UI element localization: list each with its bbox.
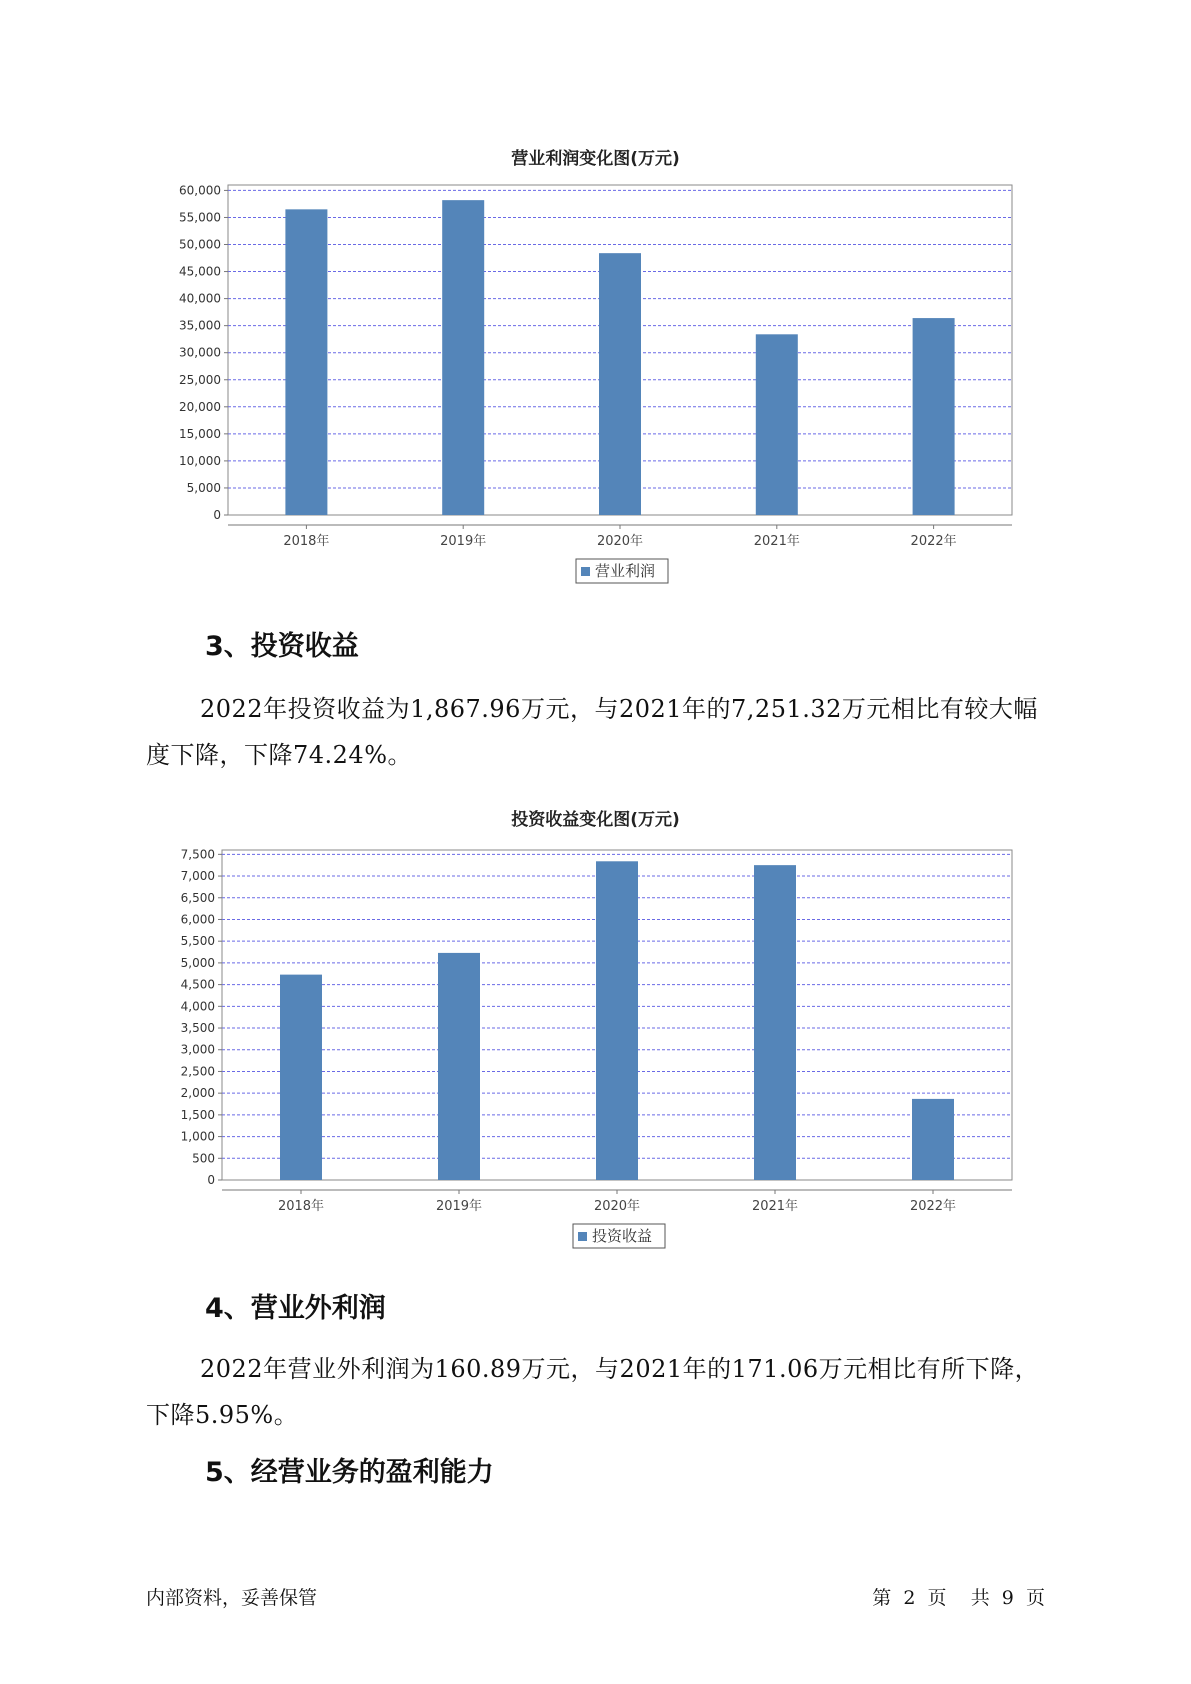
y-tick-label: 15,000 (179, 426, 221, 441)
legend-label: 营业利润 (595, 562, 656, 580)
y-tick-label: 6,500 (180, 890, 215, 905)
bar (280, 975, 322, 1180)
y-tick-label: 30,000 (179, 345, 221, 360)
x-tick-label: 2021年 (753, 534, 800, 549)
x-tick-label: 2022年 (909, 1199, 957, 1214)
chart-title-investment-income: 投资收益变化图(万元) (511, 810, 680, 830)
y-tick-label: 40,000 (179, 291, 221, 306)
y-tick-label: 7,000 (180, 869, 215, 884)
y-tick-label: 1,000 (180, 1129, 215, 1144)
y-tick-label: 7,500 (180, 847, 215, 862)
y-tick-label: 35,000 (179, 318, 221, 333)
investment-income-chart (0, 830, 1191, 1260)
bar (285, 209, 327, 515)
x-tick-label: 2018年 (283, 534, 330, 549)
chart-title-operating-profit: 营业利润变化图(万元) (511, 149, 680, 169)
bar (913, 318, 955, 515)
section-5-heading: 5、经营业务的盈利能力 (205, 1457, 494, 1488)
y-tick-label: 4,000 (180, 999, 215, 1014)
page-mid: 页 (927, 1587, 947, 1609)
section-4-paragraph: 2022年营业外利润为160.89万元，与2021年的171.06万元相比有所下降，下降5.95%。 (146, 1355, 1040, 1429)
x-tick-label: 2022年 (910, 534, 957, 549)
legend-swatch (578, 1232, 587, 1241)
y-tick-label: 2,000 (180, 1086, 215, 1101)
x-tick-label: 2020年 (596, 534, 644, 549)
x-tick-label: 2021年 (751, 1199, 799, 1214)
y-tick-label: 20,000 (179, 399, 221, 414)
footer-page-number (872, 1583, 1045, 1610)
bar (438, 953, 480, 1180)
bar (756, 334, 798, 515)
bar (596, 861, 638, 1180)
y-tick-label: 10,000 (179, 453, 221, 468)
operating-profit-chart (0, 170, 1191, 590)
y-tick-label: 1,500 (180, 1107, 215, 1122)
y-tick-label: 6,000 (180, 912, 215, 927)
total-suffix: 页 (1025, 1587, 1045, 1609)
y-tick-label: 25,000 (179, 372, 221, 387)
y-tick-label: 60,000 (179, 183, 221, 198)
y-tick-label: 0 (213, 508, 221, 522)
y-tick-label: 0 (207, 1173, 215, 1187)
y-tick-label: 500 (192, 1151, 215, 1166)
y-tick-label: 45,000 (179, 264, 221, 279)
y-tick-label: 50,000 (179, 237, 221, 252)
y-tick-label: 5,500 (180, 934, 215, 949)
legend-swatch (581, 567, 590, 576)
y-tick-label: 5,000 (186, 480, 221, 495)
bar (599, 253, 641, 515)
bar (442, 200, 484, 515)
x-tick-label: 2020年 (593, 1199, 641, 1214)
x-tick-label: 2019年 (440, 534, 487, 549)
y-tick-label: 55,000 (179, 210, 221, 225)
bar (754, 865, 796, 1180)
footer-confidential-note: 内部资料，妥善保管 (146, 1587, 318, 1609)
y-tick-label: 4,500 (180, 977, 215, 992)
y-tick-label: 3,000 (180, 1042, 215, 1057)
page-prefix: 第 (872, 1587, 892, 1609)
y-tick-label: 3,500 (180, 1021, 215, 1036)
y-tick-label: 2,500 (180, 1064, 215, 1079)
section-3-paragraph: 2022年投资收益为1,867.96万元，与2021年的7,251.32万元相比有较大幅度下降，下降74.24%。 (146, 695, 1038, 769)
bar (912, 1099, 954, 1180)
x-tick-label: 2019年 (435, 1199, 483, 1214)
section-3-heading: 3、投资收益 (205, 631, 359, 662)
y-tick-label: 5,000 (180, 955, 215, 970)
x-tick-label: 2018年 (277, 1199, 325, 1214)
total-prefix: 共 (970, 1587, 990, 1609)
page-current: 2 (903, 1587, 916, 1609)
section-4-heading: 4、营业外利润 (205, 1293, 386, 1324)
legend-label: 投资收益 (592, 1227, 653, 1245)
page-total: 9 (1001, 1587, 1014, 1609)
